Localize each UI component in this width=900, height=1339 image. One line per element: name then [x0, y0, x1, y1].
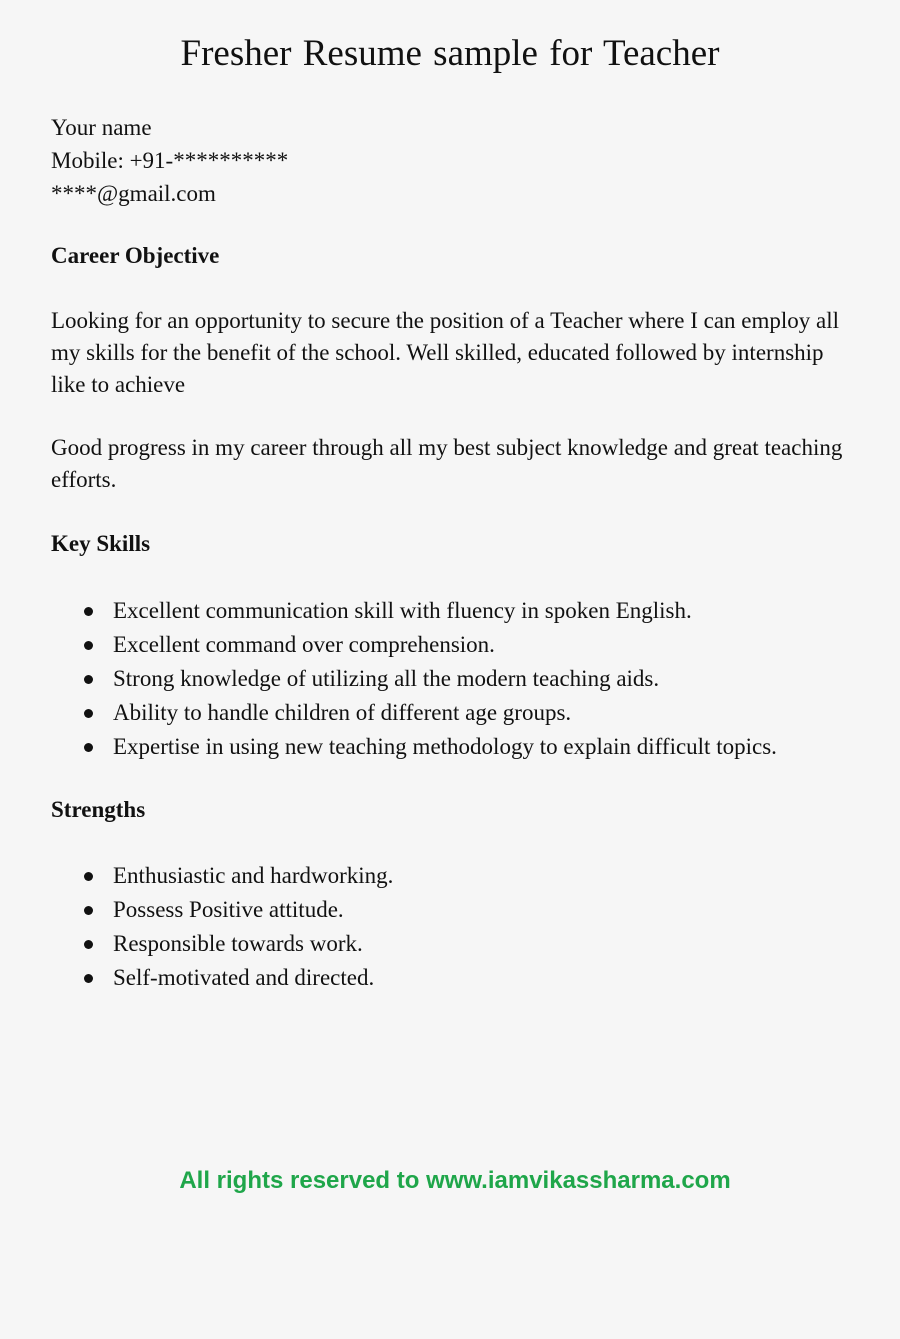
key-skill-item — [0, 662, 777, 696]
key-skill-text: Excellent command over comprehension. — [113, 632, 495, 657]
strength-item — [0, 961, 393, 995]
career-objective-paragraph-1: Looking for an opportunity to secure the position of a Teacher where I can employ all my skills for the benefit of the school. Well skilled, educated followed by internship like to achieve — [51, 308, 840, 397]
strength-text: Self-motivated and directed. — [113, 965, 375, 990]
key-skill-item — [0, 696, 777, 730]
bullet-icon — [84, 872, 93, 881]
key-skill-text: Excellent communication skill with fluency in spoken English. — [113, 598, 692, 623]
key-skill-item — [0, 730, 777, 764]
strength-item — [0, 893, 393, 927]
career-objective-heading: Career Objective — [51, 243, 220, 268]
contact-block — [51, 111, 288, 210]
copyright-footer: All rights reserved to www.iamvikassharma.com — [179, 1167, 731, 1194]
bullet-icon — [84, 607, 93, 616]
bullet-icon — [84, 641, 93, 650]
strengths-heading: Strengths — [51, 797, 146, 822]
key-skills-heading: Key Skills — [51, 531, 151, 556]
key-skill-item — [0, 594, 777, 628]
key-skill-text: Strong knowledge of utilizing all the modern teaching aids. — [113, 666, 660, 691]
bullet-icon — [84, 709, 93, 718]
strength-item — [0, 927, 393, 961]
bullet-icon — [84, 974, 93, 983]
strength-text: Enthusiastic and hardworking. — [113, 863, 394, 888]
bullet-icon — [84, 940, 93, 949]
contact-name: Your name — [51, 115, 152, 140]
contact-mobile: Mobile: +91-********** — [51, 148, 289, 173]
strength-text: Possess Positive attitude. — [113, 897, 344, 922]
key-skill-text: Expertise in using new teaching methodology to explain difficult topics. — [113, 734, 777, 759]
key-skill-text: Ability to handle children of different age groups. — [113, 700, 572, 725]
strength-item — [0, 859, 393, 893]
career-objective-paragraph-2: Good progress in my career through all my best subject knowledge and great teaching efforts. — [51, 435, 843, 492]
bullet-icon — [84, 675, 93, 684]
strengths-list — [0, 859, 393, 995]
contact-email: ****@gmail.com — [51, 181, 216, 206]
key-skill-item — [0, 628, 777, 662]
bullet-icon — [84, 906, 93, 915]
key-skills-list — [0, 594, 777, 764]
bullet-icon — [84, 743, 93, 752]
page-title: Fresher Resume sample for Teacher — [180, 33, 720, 74]
strength-text: Responsible towards work. — [113, 931, 363, 956]
